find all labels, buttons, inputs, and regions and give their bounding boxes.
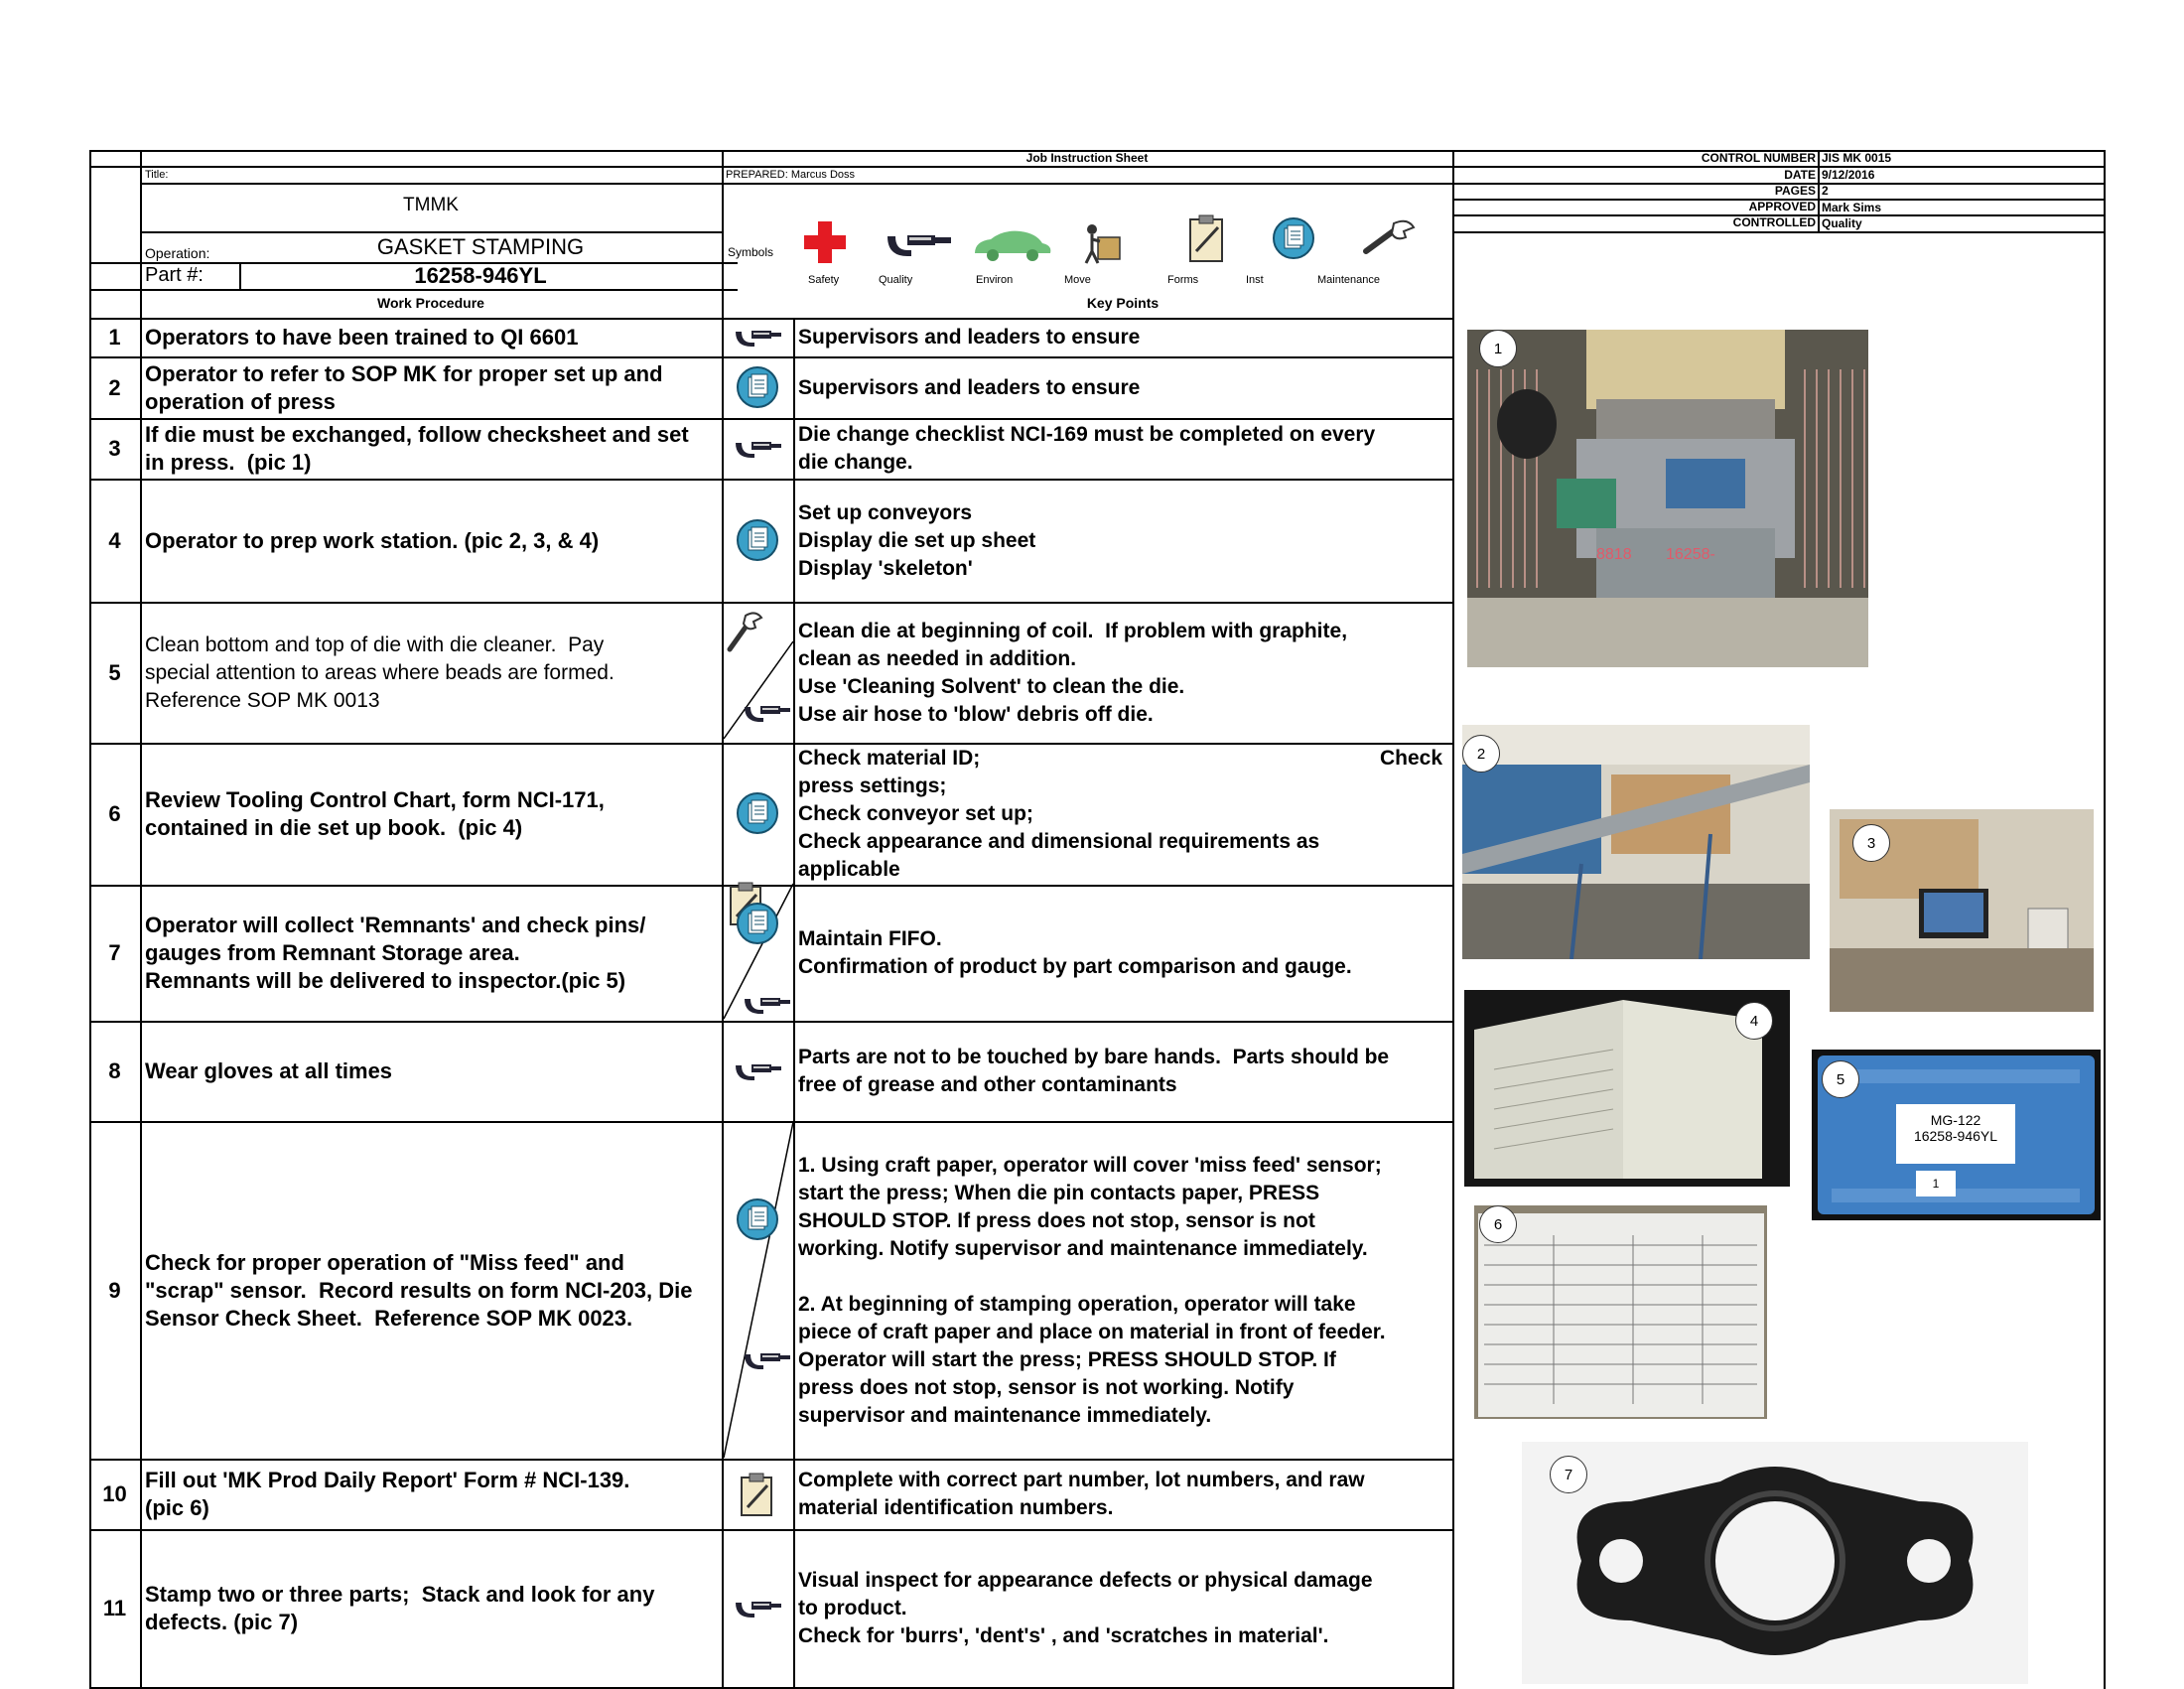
photo-badge-6: 6 — [1479, 1205, 1517, 1243]
procedure-line: Operator to prep work station. (pic 2, 3, & 4) — [145, 527, 600, 553]
photo-badge-3: 3 — [1852, 824, 1890, 862]
instruction-icon — [735, 790, 780, 836]
legend-forms: Forms — [1167, 274, 1199, 286]
keypoint-line: Die change checklist NCI-169 must be completed on every — [798, 423, 1376, 446]
keypoint-line: Supervisors and leaders to ensure — [798, 375, 1141, 399]
keypoint-line: Check for 'burrs', 'dent's' , and 'scratches in material'. — [798, 1624, 1329, 1647]
keypoints-heading: Key Points — [1086, 295, 1160, 311]
prepared-label: PREPARED: Marcus Doss — [726, 169, 856, 181]
keypoint-line: Clean die at beginning of coil. If problem with graphite, — [798, 619, 1348, 642]
keypoint-line: Maintain FIFO. — [798, 927, 942, 950]
step-number: 10 — [102, 1481, 127, 1506]
keypoint-line: clean as needed in addition. — [798, 646, 1077, 670]
step-procedure — [145, 421, 721, 477]
step-number: 2 — [108, 374, 121, 400]
legend-environ: Environ — [976, 274, 1014, 286]
press-marking-2: 16258- — [1666, 546, 1715, 563]
prepared-by: Marcus Doss — [790, 169, 856, 181]
step-number: 4 — [108, 527, 121, 553]
procedure-line: Review Tooling Control Chart, form NCI-171, — [145, 787, 605, 812]
procedure-line: Wear gloves at all times — [145, 1058, 393, 1083]
bin-label-line-1: MG-122 — [1930, 1112, 1981, 1128]
keypoint-line: Supervisors and leaders to ensure — [798, 326, 1141, 349]
keypoint-line: free of grease and other contaminants — [798, 1073, 1177, 1096]
procedure-line: Operator will collect 'Remnants' and check pins/ — [145, 913, 646, 937]
keypoint-line: Use air hose to 'blow' debris off die. — [798, 702, 1154, 726]
step-keypoints — [798, 1044, 1449, 1099]
company-name: TMMK — [403, 195, 459, 215]
procedure-line: special attention to areas where beads are formed. — [145, 660, 614, 684]
legend-move: Move — [1064, 274, 1091, 286]
date-label: DATE — [1784, 168, 1816, 182]
procedure-line: Stamp two or three parts; Stack and look for any — [145, 1582, 655, 1607]
procedure-line: gauges from Remnant Storage area. — [145, 940, 520, 965]
keypoint-line: Set up conveyors — [798, 500, 973, 524]
photo-conveyor — [1462, 725, 1810, 959]
safety-cross-icon — [802, 219, 848, 265]
step-keypoints — [798, 499, 1449, 583]
procedure-line: defects. (pic 7) — [145, 1610, 299, 1634]
legend-safety: Safety — [808, 274, 840, 286]
control-number: JIS MK 0015 — [1822, 151, 1892, 165]
quality-gauge-icon — [882, 226, 953, 260]
approved-label: APPROVED — [1748, 200, 1816, 213]
photo-badge-7: 7 — [1550, 1456, 1587, 1493]
step-keypoints — [798, 374, 1449, 402]
procedure-heading: Work Procedure — [377, 295, 484, 311]
procedure-line: Sensor Check Sheet. Reference SOP MK 0023. — [145, 1305, 633, 1331]
step-procedure — [145, 324, 721, 352]
step-keypoints — [798, 421, 1449, 477]
step-procedure — [145, 1249, 721, 1333]
quality-gauge-icon — [732, 1058, 783, 1084]
report-illustration — [1474, 1205, 1767, 1419]
keypoint-line: Use 'Cleaning Solvent' to clean the die. — [798, 674, 1185, 698]
keypoint-line: press does not stop, sensor is not working. Notify — [798, 1375, 1295, 1399]
keypoint-line: start the press; When die pin contacts paper, PRESS — [798, 1181, 1320, 1204]
step-number: 1 — [108, 325, 121, 350]
keypoint-line: to product. — [798, 1597, 907, 1619]
maintenance-wrench-icon — [1358, 217, 1418, 257]
step-procedure — [145, 632, 721, 715]
quality-gauge-icon — [741, 700, 792, 726]
procedure-line: Reference SOP MK 0013 — [145, 688, 380, 712]
keypoint-line: material identification numbers. — [798, 1496, 1114, 1519]
part-label: Part #: — [145, 264, 204, 286]
legend-quality: Quality — [879, 274, 913, 286]
procedure-line: Operators to have been trained to QI 6601 — [145, 325, 579, 350]
keypoint-line: 2. At beginning of stamping operation, operator will take — [798, 1292, 1356, 1316]
photo-badge-2: 2 — [1462, 735, 1500, 773]
keypoint-line: Complete with correct part number, lot numbers, and raw — [798, 1469, 1365, 1491]
step-number: 5 — [108, 659, 121, 685]
keypoint-line: Check material ID; — [798, 747, 981, 770]
procedure-line: If die must be exchanged, follow checksheet and set — [145, 422, 689, 447]
step-number: 3 — [108, 436, 121, 461]
step-keypoints — [798, 1152, 1449, 1430]
operation-label: Operation: — [145, 245, 210, 261]
forms-clipboard-icon — [738, 1472, 777, 1517]
maintenance-wrench-icon — [722, 610, 763, 655]
keypoint-line: Display die set up sheet — [798, 528, 1036, 552]
keypoint-line: SHOULD STOP. If press does not stop, sensor is not — [798, 1208, 1315, 1232]
quality-gauge-icon — [741, 992, 792, 1018]
bin-tag: 1 — [1916, 1171, 1956, 1196]
quality-gauge-icon — [741, 1347, 792, 1373]
step-keypoints — [798, 1467, 1449, 1522]
keypoint-line: 1. Using craft paper, operator will cover 'miss feed' sensor; — [798, 1153, 1382, 1177]
step-procedure — [145, 912, 721, 995]
procedure-line: (pic 6) — [145, 1495, 209, 1520]
sheet-title: Job Instruction Sheet — [1025, 151, 1149, 165]
legend-inst: Inst — [1246, 274, 1264, 286]
step-number: 9 — [108, 1277, 121, 1303]
procedure-line: Fill out 'MK Prod Daily Report' Form # NCI-139. — [145, 1468, 630, 1492]
symbols-label: Symbols — [728, 245, 774, 259]
bin-label — [1896, 1104, 2015, 1164]
photo-press — [1467, 330, 1868, 667]
keypoint-line: piece of craft paper and place on material in front of feeder. — [798, 1320, 1386, 1343]
instruction-icon — [1272, 216, 1315, 260]
approved-value: Mark Sims — [1822, 201, 1882, 214]
quality-gauge-icon — [732, 1596, 783, 1621]
control-number-label: CONTROL NUMBER — [1701, 151, 1816, 165]
step-procedure — [145, 527, 721, 555]
step-keypoints — [798, 745, 1449, 884]
photo-badge-4: 4 — [1735, 1002, 1773, 1040]
press-illustration — [1467, 330, 1868, 667]
step-number: 7 — [108, 940, 121, 965]
quality-gauge-icon — [732, 325, 783, 351]
keypoint-line: press settings; — [798, 774, 947, 797]
keypoint-line: Operator will start the press; PRESS SHOULD STOP. If — [798, 1347, 1336, 1371]
keypoint-line: Display 'skeleton' — [798, 556, 973, 580]
keypoint-extra: Check — [1380, 747, 1443, 770]
step-number: 11 — [102, 1596, 127, 1620]
keypoint-line — [798, 1263, 1449, 1291]
move-worker-icon — [1080, 219, 1126, 267]
keypoint-line: working. Notify supervisor and maintenance immediately. — [798, 1236, 1368, 1260]
procedure-line: operation of press — [145, 388, 336, 414]
photo-daily-report — [1474, 1205, 1767, 1419]
part-number: 16258-946YL — [414, 263, 547, 288]
controlled-label: CONTROLLED — [1732, 215, 1816, 229]
step-procedure — [145, 1581, 721, 1636]
pages-label: PAGES — [1774, 184, 1816, 198]
step-number: 8 — [108, 1058, 121, 1083]
photo-badge-1: 1 — [1479, 330, 1517, 367]
environ-car-icon — [971, 227, 1054, 263]
conveyor-illustration — [1462, 725, 1810, 959]
keypoint-line: die change. — [798, 451, 913, 474]
instruction-icon — [735, 901, 780, 946]
press-marking-1: 8818 — [1596, 546, 1632, 563]
legend-maintenance: Maintenance — [1317, 274, 1380, 286]
keypoint-line: Confirmation of product by part comparison and gauge. — [798, 955, 1352, 978]
keypoint-line: applicable — [798, 858, 900, 881]
keypoint-line: Parts are not to be touched by bare hands. Parts should be — [798, 1046, 1390, 1068]
procedure-line: Remnants will be delivered to inspector.(pic 5) — [145, 968, 626, 993]
instruction-icon — [735, 364, 780, 410]
step-keypoints — [798, 925, 1449, 981]
procedure-line: Check for proper operation of "Miss feed" and — [145, 1249, 624, 1275]
keypoint-line: Check appearance and dimensional requirements as — [798, 830, 1320, 853]
procedure-line: "scrap" sensor. Record results on form NCI-203, Die — [145, 1277, 693, 1303]
quality-gauge-icon — [732, 436, 783, 462]
step-procedure — [145, 1057, 721, 1085]
step-number: 6 — [108, 801, 121, 826]
step-keypoints — [798, 324, 1449, 352]
step-procedure — [145, 360, 721, 416]
controlled-value: Quality — [1822, 216, 1862, 230]
bin-label-line-2: 16258-946YL — [1913, 1128, 1998, 1144]
keypoint-line: Visual inspect for appearance defects or physical damage — [798, 1569, 1373, 1592]
step-procedure — [145, 786, 721, 842]
instruction-icon — [735, 517, 780, 563]
photo-gasket — [1522, 1442, 2028, 1684]
procedure-line: contained in die set up book. (pic 4) — [145, 815, 523, 840]
keypoint-line: Check conveyor set up; — [798, 802, 1033, 825]
procedure-line: in press. (pic 1) — [145, 450, 312, 475]
procedure-line: Operator to refer to SOP MK for proper set up and — [145, 360, 663, 386]
keypoint-line: supervisor and maintenance immediately. — [798, 1403, 1212, 1427]
operation-name: GASKET STAMPING — [376, 234, 585, 259]
procedure-line: Clean bottom and top of die with die cleaner. Pay — [145, 633, 605, 656]
step-keypoints — [798, 1567, 1449, 1650]
title-label: Title: — [145, 169, 169, 181]
photo-badge-5: 5 — [1822, 1060, 1859, 1098]
step-procedure — [145, 1467, 721, 1522]
date-value: 9/12/2016 — [1822, 168, 1875, 182]
pages-value: 2 — [1822, 184, 1829, 198]
step-keypoints — [798, 618, 1449, 729]
forms-clipboard-icon — [1186, 213, 1228, 263]
gasket-illustration — [1522, 1442, 2028, 1684]
instruction-icon — [735, 1196, 780, 1242]
